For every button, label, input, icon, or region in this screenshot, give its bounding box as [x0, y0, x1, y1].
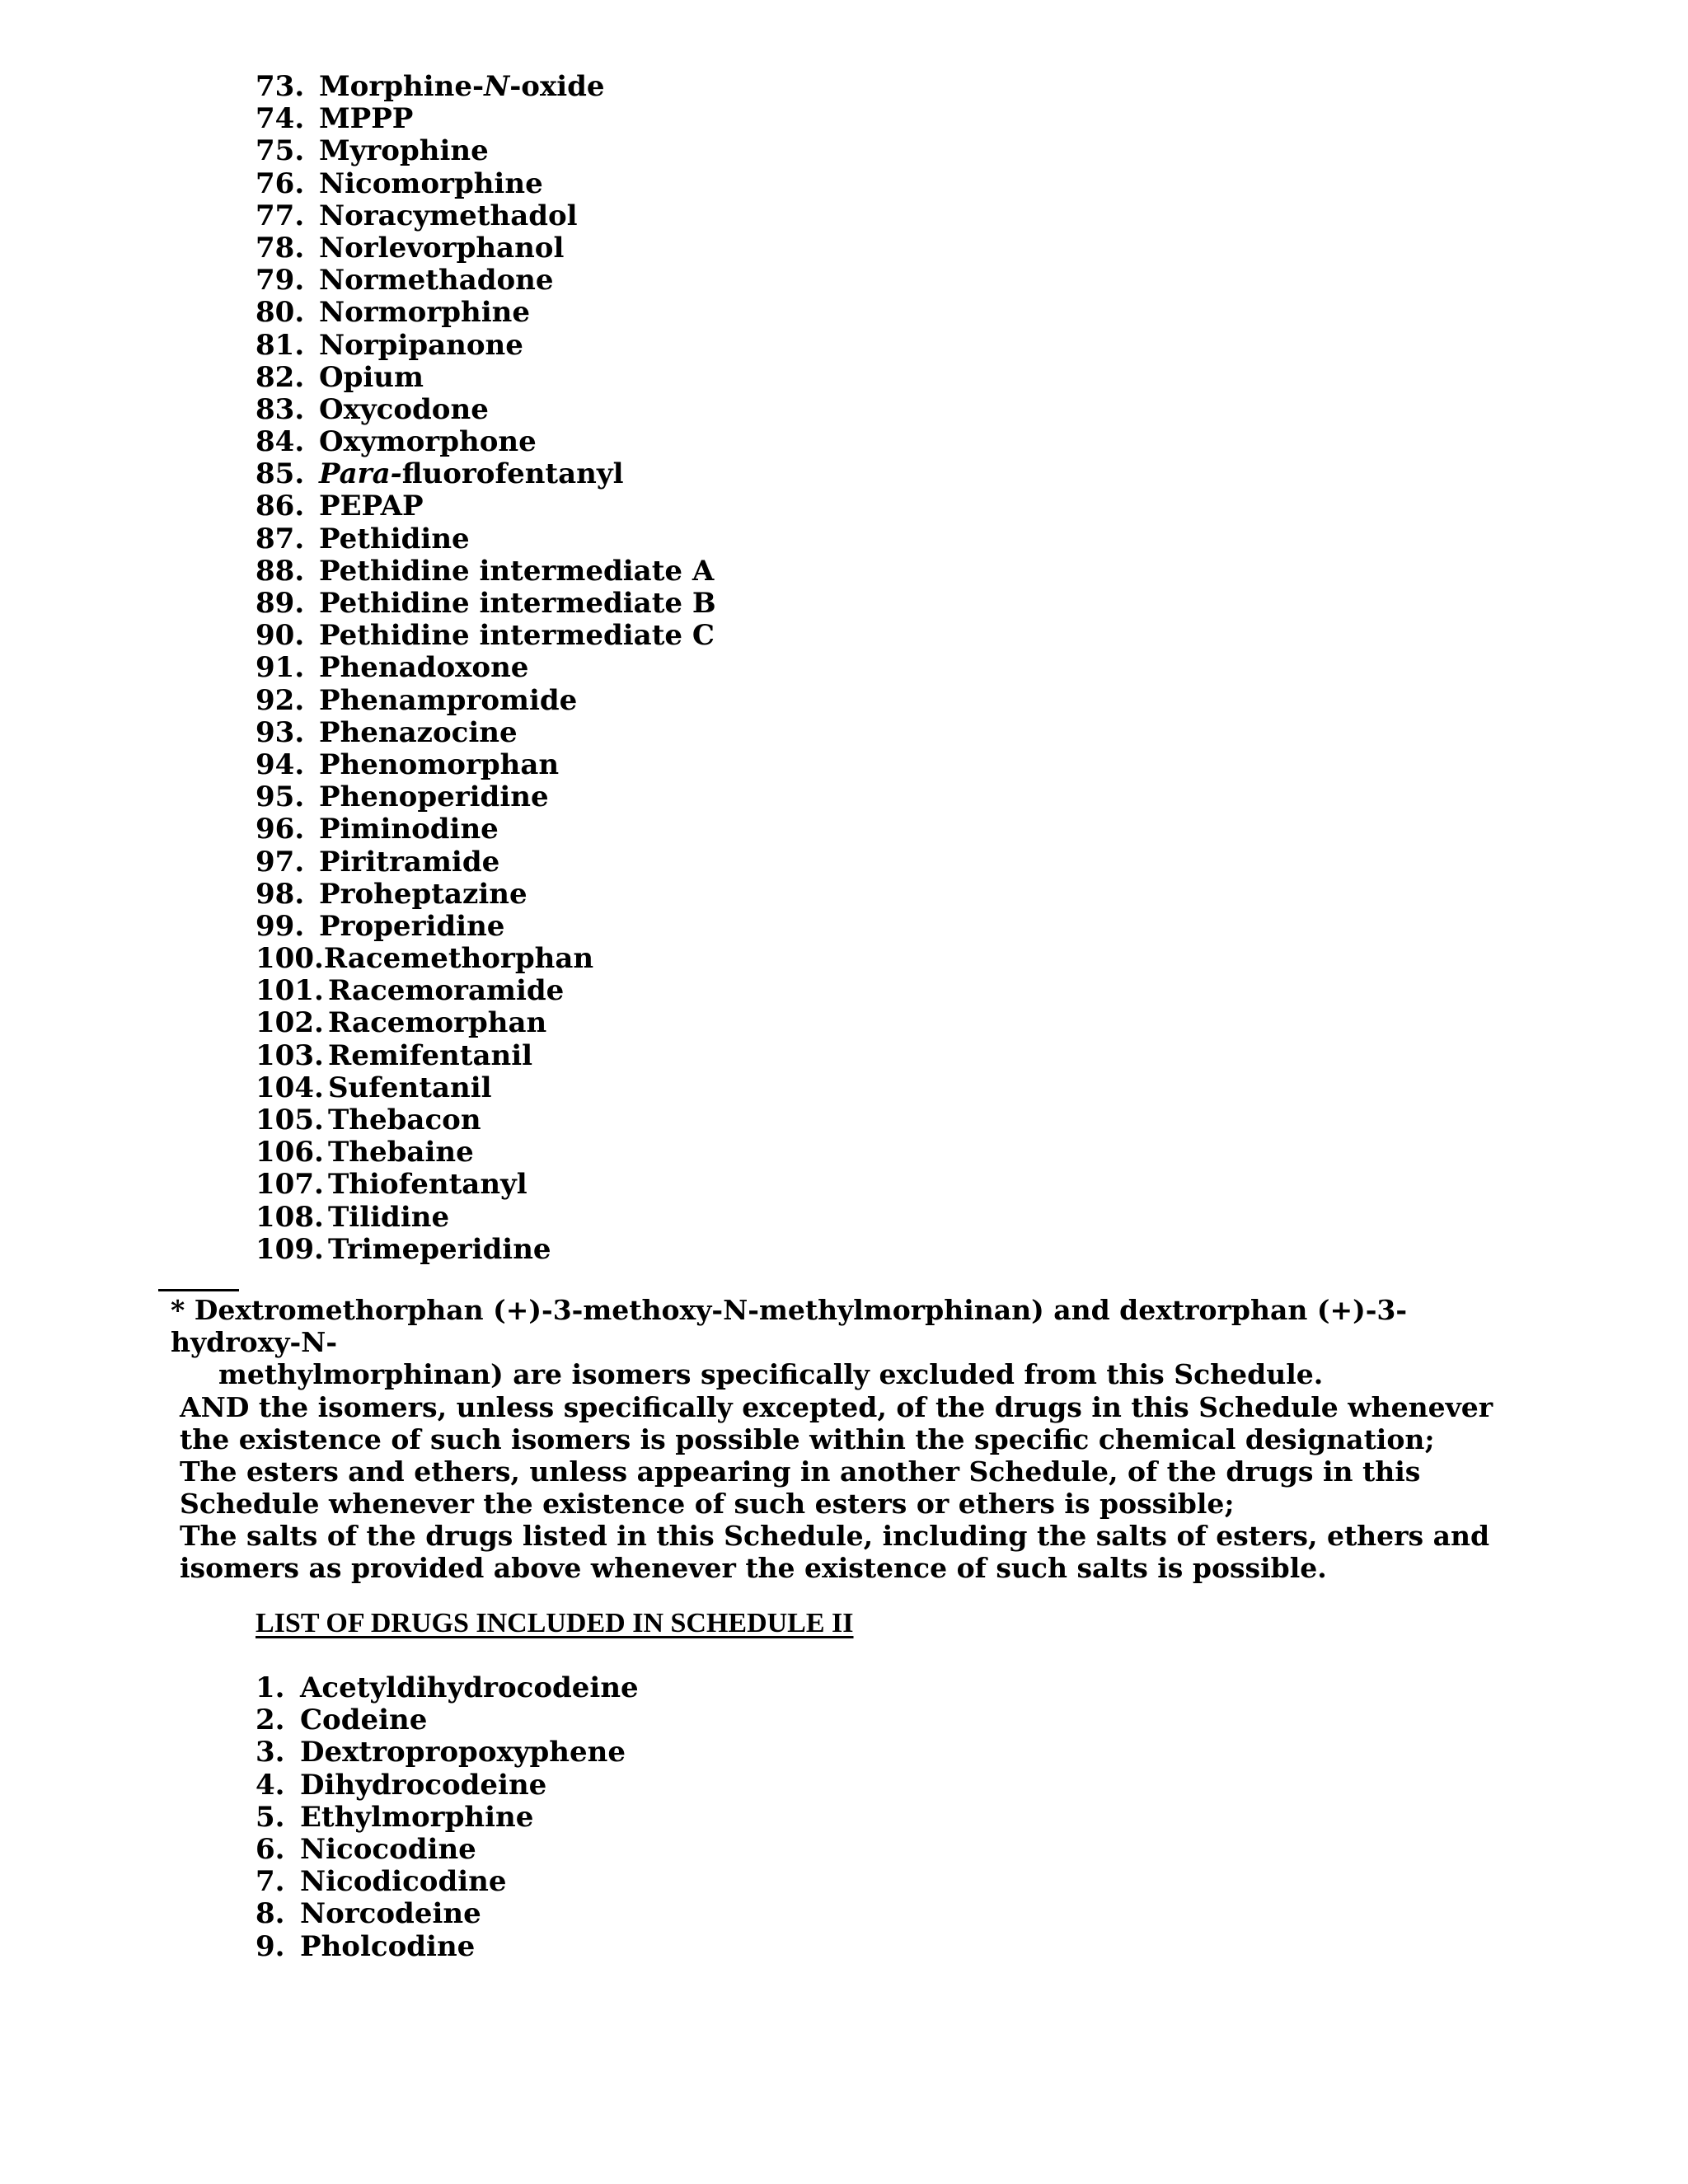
list-item-name: Codeine: [300, 1704, 428, 1737]
list-item: [256, 879, 716, 911]
list-item-name: Oxycodone: [319, 392, 489, 426]
list-item-number: 95.: [256, 780, 305, 814]
list-item-name: Properidine: [319, 909, 505, 943]
list-item: [256, 813, 716, 846]
list-item-name: Acetyldihydrocodeine: [300, 1671, 639, 1704]
list-item: [256, 1169, 716, 1201]
list-item-number: 1.: [256, 1671, 285, 1704]
list-item: [256, 297, 716, 329]
list-item-number: 8.: [256, 1897, 285, 1931]
list-item: [256, 975, 716, 1007]
list-item-name: PEPAP: [319, 490, 424, 523]
list-item-number: 73.: [256, 70, 305, 103]
list-item-name: Thebacon: [328, 1104, 481, 1137]
list-item: [256, 555, 716, 588]
list-item-number: 76.: [256, 166, 305, 200]
list-item-number: 88.: [256, 554, 305, 588]
list-item-number: 84.: [256, 425, 305, 459]
list-item: [256, 749, 716, 781]
footnote-line-1: * Dextromethorphan (+)-3-methoxy-N-methylmorphinan) and dextrorphan (+)-3-hydroxy-N-: [171, 1294, 1408, 1358]
list-item: [256, 458, 716, 490]
list-item-name: Nicodicodine: [300, 1865, 507, 1899]
list-item-number: 90.: [256, 619, 305, 653]
list-item: [256, 1931, 639, 1963]
list-item-name: Thiofentanyl: [328, 1168, 528, 1202]
list-item: [256, 490, 716, 523]
list-item-name: fluorofentanyl: [401, 457, 624, 491]
list-item-number: 75.: [256, 134, 305, 168]
list-item: [256, 265, 716, 297]
list-item-name: Norpipanone: [319, 328, 523, 362]
list-item-number: 107.: [256, 1168, 324, 1202]
list-item-number: 98.: [256, 877, 305, 911]
list-item-number: 104.: [256, 1071, 324, 1104]
list-item-name: Phenampromide: [319, 683, 578, 717]
list-item-number: 78.: [256, 231, 305, 265]
list-item-name: Nicocodine: [300, 1832, 476, 1866]
list-item-name: Dihydrocodeine: [300, 1768, 547, 1802]
list-item-number: 94.: [256, 748, 305, 781]
salts-paragraph: The salts of the drugs listed in this Schedule, including the salts of esters, ethers and isomers as provided above whenever the existence of such salts is possible.: [180, 1520, 1490, 1584]
list-item-name: Piminodine: [319, 813, 499, 846]
list-item-name: Racemethorphan: [323, 942, 594, 976]
list-item-name: Thebaine: [328, 1136, 474, 1169]
list-item-number: 82.: [256, 360, 305, 394]
footnote-line-2: methylmorphinan) are isomers specifically excluded from this Schedule.: [218, 1358, 1324, 1390]
list-item-name: Myrophine: [319, 134, 489, 168]
schedule-ii-heading: LIST OF DRUGS INCLUDED IN SCHEDULE II: [256, 1608, 854, 1638]
list-item-name: Phenomorphan: [319, 748, 560, 781]
list-item: [256, 135, 716, 167]
list-item: [256, 846, 716, 879]
list-item: [256, 1672, 639, 1704]
list-item: [256, 394, 716, 426]
list-item: [256, 1736, 639, 1769]
list-item-name: Pethidine intermediate C: [319, 619, 715, 653]
list-item-number: 80.: [256, 296, 305, 330]
list-item: [256, 1040, 716, 1072]
list-item-name: Trimeperidine: [328, 1232, 551, 1266]
list-item-name: Ethylmorphine: [300, 1800, 534, 1834]
schedule-ii-list: [256, 1672, 639, 1963]
list-item: [256, 232, 716, 265]
list-item-name: Pethidine intermediate A: [319, 554, 715, 588]
list-item-name: Phenoperidine: [319, 780, 549, 814]
list-item-number: 87.: [256, 522, 305, 555]
list-item: [256, 781, 716, 813]
list-item: [256, 685, 716, 717]
list-item-number: 3.: [256, 1736, 285, 1769]
list-item-number: 81.: [256, 328, 305, 362]
list-item-name: Opium: [319, 360, 424, 394]
list-item-name: Pethidine: [319, 522, 470, 555]
list-item: [256, 330, 716, 362]
list-item: [256, 1137, 716, 1169]
list-item-number: 4.: [256, 1768, 285, 1802]
list-item-italic-part: N: [484, 70, 510, 103]
list-item: [256, 1834, 639, 1866]
list-item-number: 91.: [256, 651, 305, 685]
list-item-name: Normorphine: [319, 296, 530, 330]
list-item: [256, 911, 716, 943]
list-item-name: Norlevorphanol: [319, 231, 565, 265]
list-item-number: 89.: [256, 587, 305, 620]
list-item-number: 79.: [256, 264, 305, 298]
list-item-number: 108.: [256, 1200, 324, 1234]
list-item: [256, 362, 716, 394]
list-item-number: 101.: [256, 974, 324, 1008]
list-item-number: 85.: [256, 457, 305, 491]
list-item-number: 93.: [256, 715, 305, 749]
list-item: [256, 1234, 716, 1266]
list-item-number: 102.: [256, 1006, 324, 1040]
list-item: [256, 652, 716, 684]
list-item: [256, 1898, 639, 1930]
list-item: [256, 523, 716, 555]
list-item: [256, 1202, 716, 1234]
list-item: [256, 1769, 639, 1802]
list-item-number: 77.: [256, 199, 305, 232]
list-item-name: Proheptazine: [319, 877, 528, 911]
esters-ethers-paragraph: The esters and ethers, unless appearing in another Schedule, of the drugs in this Schedule whenever the existence of such esters or ethers is possible;: [180, 1455, 1421, 1520]
list-item-number: 7.: [256, 1865, 285, 1899]
list-item-name: Nicomorphine: [319, 166, 543, 200]
list-item: [256, 426, 716, 458]
list-item-name: Morphine-: [319, 70, 485, 103]
list-item-number: 100.: [256, 942, 324, 976]
list-item: [256, 103, 716, 135]
list-item-number: 5.: [256, 1800, 285, 1834]
list-item-number: 6.: [256, 1832, 285, 1866]
footnote-divider: [158, 1289, 239, 1291]
list-item: [256, 71, 716, 103]
list-item-number: 86.: [256, 490, 305, 523]
schedule-provisions: [180, 1391, 1515, 1584]
list-item: [256, 943, 716, 975]
list-item-name: Dextropropoxyphene: [300, 1736, 626, 1769]
list-item-name: MPPP: [319, 102, 414, 136]
list-item-number: 106.: [256, 1136, 324, 1169]
list-item-name: Remifentanil: [328, 1038, 533, 1072]
list-item: [256, 1104, 716, 1137]
isomers-paragraph: AND the isomers, unless specifically excepted, of the drugs in this Schedule whenever the existence of such isomers is possible within the specific chemical designation;: [180, 1391, 1493, 1455]
list-item-number: 99.: [256, 909, 305, 943]
list-item-number: 105.: [256, 1104, 324, 1137]
list-item-name-suffix: -oxide: [509, 70, 605, 103]
list-item-name: Normethadone: [319, 264, 554, 298]
footnote: [171, 1294, 1506, 1390]
list-item-name: Racemorphan: [328, 1006, 547, 1040]
list-item-name: Noracymethadol: [319, 199, 578, 232]
list-item: [256, 200, 716, 232]
list-item-name: Pethidine intermediate B: [319, 587, 716, 620]
list-item: [256, 620, 716, 652]
list-item-name: Oxymorphone: [319, 425, 537, 459]
list-item: [256, 1007, 716, 1039]
list-item-name: Racemoramide: [328, 974, 565, 1008]
list-item-number: 2.: [256, 1704, 285, 1737]
list-item-number: 92.: [256, 683, 305, 717]
list-item: [256, 1704, 639, 1736]
list-item-italic-prefix: Para-: [319, 457, 402, 491]
list-item-number: 74.: [256, 102, 305, 136]
list-item-number: 103.: [256, 1038, 324, 1072]
schedule-list-continued: [256, 71, 716, 1266]
list-item-number: 83.: [256, 392, 305, 426]
list-item-name: Phenadoxone: [319, 651, 529, 685]
list-item: [256, 588, 716, 620]
list-item-name: Norcodeine: [300, 1897, 481, 1931]
list-item-name: Pholcodine: [300, 1929, 476, 1963]
list-item-number: 97.: [256, 845, 305, 879]
list-item: [256, 1802, 639, 1834]
list-item: [256, 168, 716, 200]
list-item-name: Phenazocine: [319, 715, 518, 749]
list-item-number: 9.: [256, 1929, 285, 1963]
list-item: [256, 717, 716, 749]
list-item-name: Tilidine: [328, 1200, 450, 1234]
list-item: [256, 1866, 639, 1898]
list-item-number: 109.: [256, 1232, 324, 1266]
list-item: [256, 1072, 716, 1104]
list-item-name: Sufentanil: [328, 1071, 492, 1104]
list-item-name: Piritramide: [319, 845, 500, 879]
list-item-number: 96.: [256, 813, 305, 846]
